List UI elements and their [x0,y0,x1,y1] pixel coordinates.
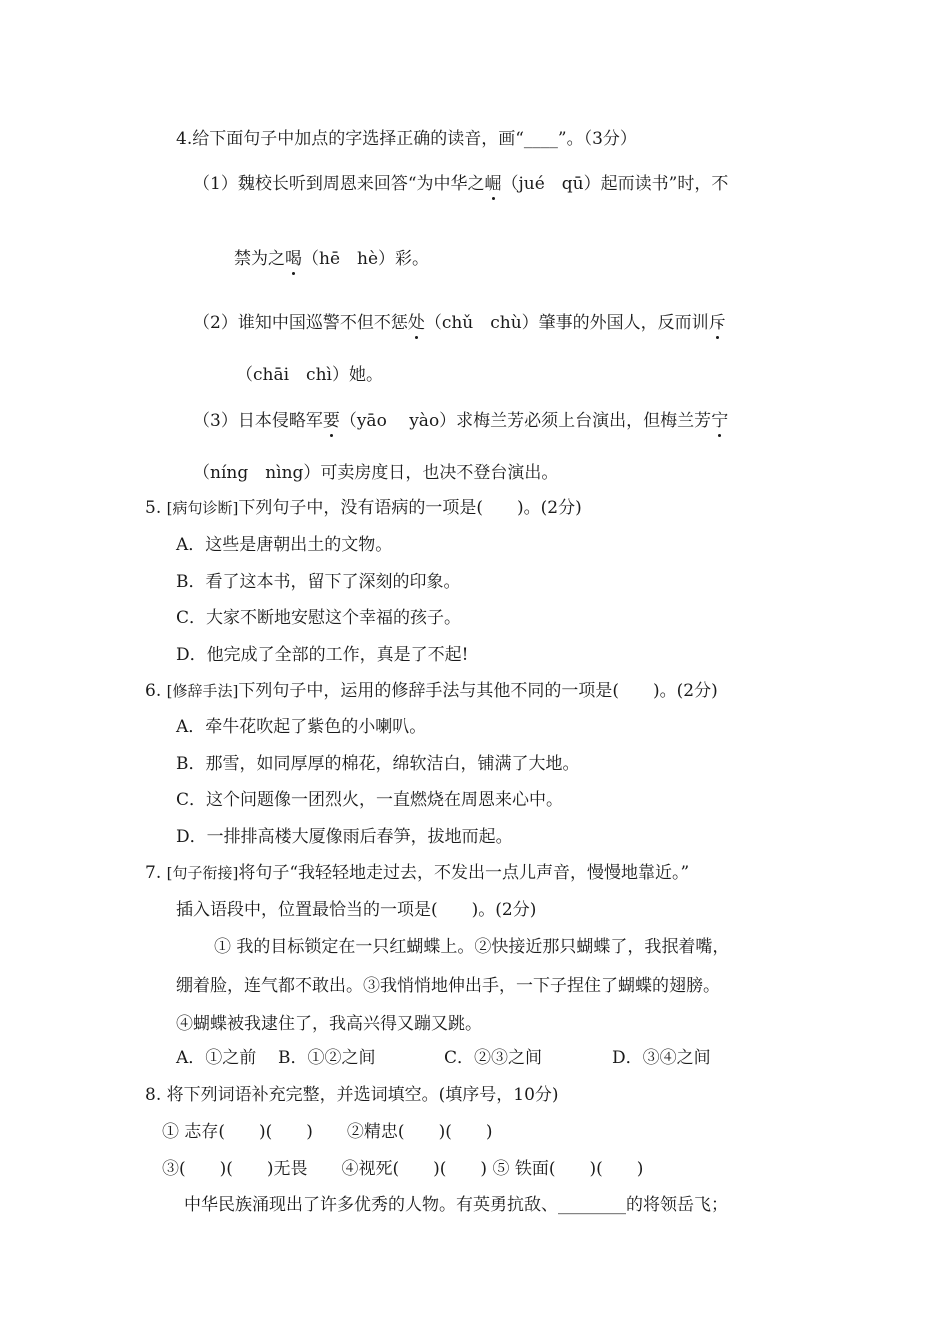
q6-tag: [修辞手法] [166,682,239,700]
q5-tag: [病句诊断] [166,499,239,517]
q7-option-d: D．③④之间 [612,1048,711,1068]
emphasis-dot-char: 处 [407,313,425,333]
q7-option-c: C．②③之间 [444,1048,543,1068]
q8-fill-paragraph: 中华民族涌现出了许多优秀的人物。有英勇抗敌、________的将领岳飞； [184,1195,728,1215]
q7-stem-line-2: 插入语段中，位置最恰当的一项是( )。(2分) [176,900,537,920]
q7-passage-line-3: ④蝴蝶被我逮住了，我高兴得又蹦又跳。 [176,1014,482,1034]
emphasis-dot-char: 喝 [285,249,302,269]
q8-word-row-2: ③( )( )无畏 ④视死( )( ) ⑤ 铁面( )( ) [162,1159,644,1179]
q7-option-b: B．①②之间 [278,1048,376,1068]
q4-sentence-3-line-1: （3）日本侵略军要（yāo yào）求梅兰芳必须上台演出，但梅兰芳宁 [193,411,729,431]
q6-option-a: A．牵牛花吹起了紫色的小喇叭。 [176,717,427,737]
q8-title: 8. 将下列词语补充完整，并选词填空。(填序号，10分) [145,1085,559,1105]
q5-option-b: B．看了这本书，留下了深刻的印象。 [176,572,461,592]
q4-sentence-2-line-1: （2）谁知中国巡警不但不惩处（chǔ chù）肇事的外国人，反而训斥 [193,313,726,333]
q7-stem-line-1: 7. [句子衔接]将句子“我轻轻地走过去，不发出一点儿声音，慢慢地靠近。” [145,863,690,883]
q7-passage-line-1: ① 我的目标锁定在一只红蝴蝶上。②快接近那只蝴蝶了，我抿着嘴， [214,937,730,957]
q5-option-d: D．他完成了全部的工作，真是了不起! [176,645,469,665]
q8-word-row-1: ① 志存( )( ) ②精忠( )( ) [162,1122,493,1142]
emphasis-dot-char: 要 [322,411,340,431]
q5-option-c: C．大家不断地安慰这个幸福的孩子。 [176,608,462,628]
q4-title: 4.给下面句子中加点的字选择正确的读音，画“____”。（3分） [176,129,637,149]
q4-sentence-1-line-2: 禁为之喝（hē hè）彩。 [234,249,430,269]
emphasis-dot-char: 宁 [711,411,729,431]
q6-option-d: D．一排排高楼大厦像雨后春笋，拔地而起。 [176,827,513,847]
q5-option-a: A．这些是唐朝出土的文物。 [176,535,393,555]
q6-option-c: C．这个问题像一团烈火，一直燃烧在周恩来心中。 [176,790,564,810]
q4-sentence-1-line-1: （1）魏校长听到周恩来回答“为中华之崛（jué qū）起而读书”时，不 [193,174,729,194]
emphasis-dot-char: 崛 [484,174,502,194]
q4-sentence-2-line-2: （chāi chì）她。 [236,365,383,385]
q4-sentence-3-line-2: （níng nìng）可卖房度日，也决不登台演出。 [193,463,559,483]
q7-option-a: A．①之前 [176,1048,257,1068]
q4-title-blank: ____ [523,129,558,149]
emphasis-dot-char: 斥 [708,313,726,333]
q8-fill-blank: ________ [558,1195,626,1215]
q5-stem: 5. [病句诊断]下列句子中，没有语病的一项是( )。(2分) [145,498,582,518]
q6-stem: 6. [修辞手法]下列句子中，运用的修辞手法与其他不同的一项是( )。(2分) [145,681,718,701]
q7-passage-line-2: 绷着脸，连气都不敢出。③我悄悄地伸出手，一下子捏住了蝴蝶的翅膀。 [176,976,720,996]
q7-tag: [句子衔接] [166,864,239,882]
q6-option-b: B．那雪，如同厚厚的棉花，绵软洁白，铺满了大地。 [176,754,580,774]
